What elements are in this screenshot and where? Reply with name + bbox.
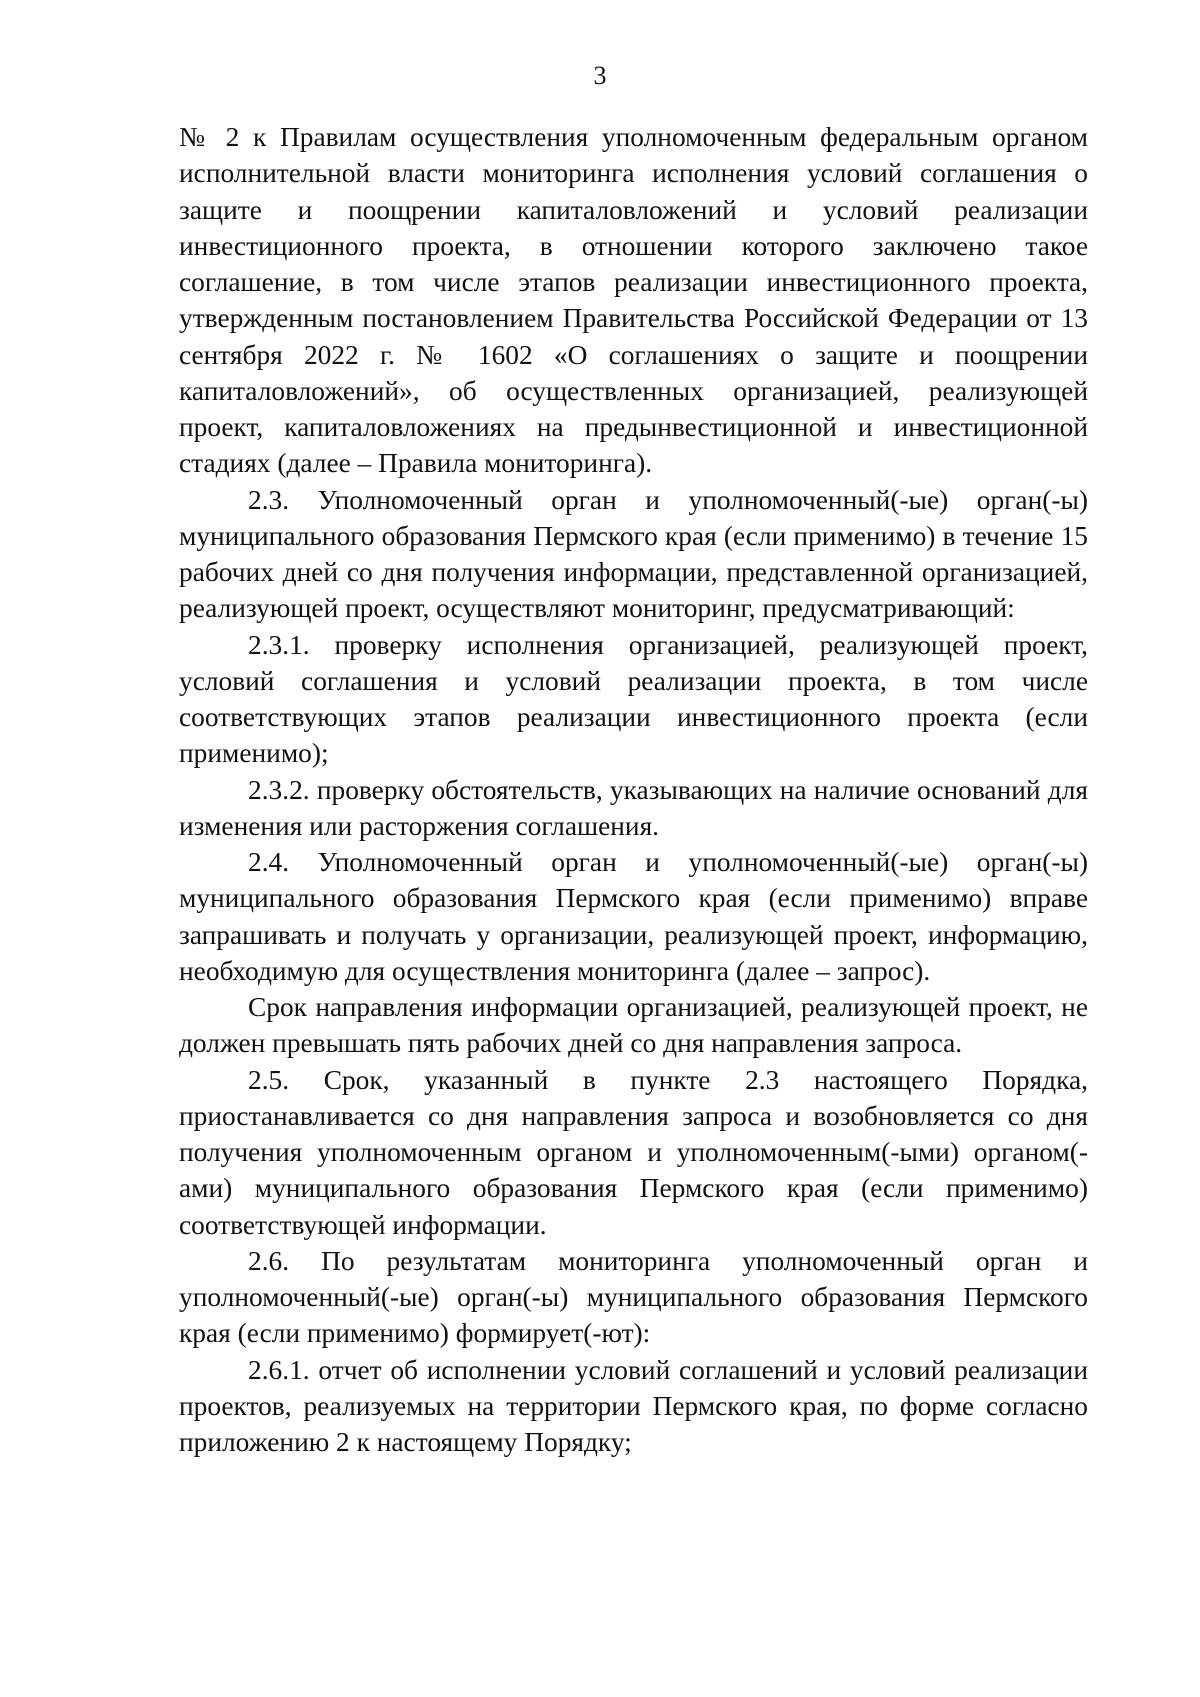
paragraph-2-3-1: 2.3.1. проверку исполнения организацией, реализующей проект, условий соглашения и условий реализации проекта, в том числе соответствующих этапов реализации инвестиционного проекта (если применимо); [179, 629, 1088, 769]
paragraph-2-6: 2.6. По результатам мониторинга уполномоченный орган и уполномоченный(-ые) орган(-ы) муниципального образования Пермского края (если применимо) формирует(-ют): [179, 1245, 1088, 1349]
paragraph-2-6-1: 2.6.1. отчет об исполнении условий соглашений и условий реализации проектов, реализуемых на территории Пермского края, по форме согласно приложению 2 к настоящему Порядку; [179, 1354, 1088, 1457]
paragraph-request-deadline: Срок направления информации организацией, реализующей проект, не должен превышать пять рабочих дней со дня направления запроса. [179, 992, 1088, 1059]
paragraph-2-3: 2.3. Уполномоченный орган и уполномоченный(-ые) орган(-ы) муниципального образования Пермского края (если применимо) в течение 15 рабочих дней со дня получения информации, представленной организацией, реализующей проект, осуществляют мониторинг, предусматривающий: [179, 484, 1088, 624]
page-number: 3 [593, 61, 607, 90]
paragraph-2-4: 2.4. Уполномоченный орган и уполномоченный(-ые) орган(-ы) муниципального образования Пермского края (если применимо) вправе запрашивать и получать у организации, реализующей проект, информацию, необходимую для осуществления мониторинга (далее – запрос). [179, 847, 1088, 986]
paragraph-rules-continuation: № 2 к Правилам осуществления уполномоченным федеральным органом исполнительной власти мониторинга исполнения условий соглашения о защите и поощрении капиталовложений и условий реализации инвестиционного проекта, в отношении которого заключено такое соглашение, в том числе этапов реализации инвестиционного проекта, утвержденным постановлением Правительства Российской Федерации от 13 сентября 2022 г. № 1602 «О соглашениях о защите и поощрении капиталовложений», об осуществленных организацией, реализующей проект, капиталовложениях на предынвестиционной и инвестиционной стадиях (далее – Правила мониторинга). [179, 122, 1088, 479]
paragraph-2-3-2: 2.3.2. проверку обстоятельств, указывающих на наличие оснований для изменения или расторжения соглашения. [179, 774, 1088, 841]
document-body [179, 119, 1088, 1460]
paragraph-2-5: 2.5. Срок, указанный в пункте 2.3 настоящего Порядка, приостанавливается со дня направления запроса и возобновляется со дня получения уполномоченным органом и уполномоченным(-ыми) органом(-ами) муниципального образования Пермского края (если применимо) соответствующей информации. [179, 1064, 1088, 1240]
